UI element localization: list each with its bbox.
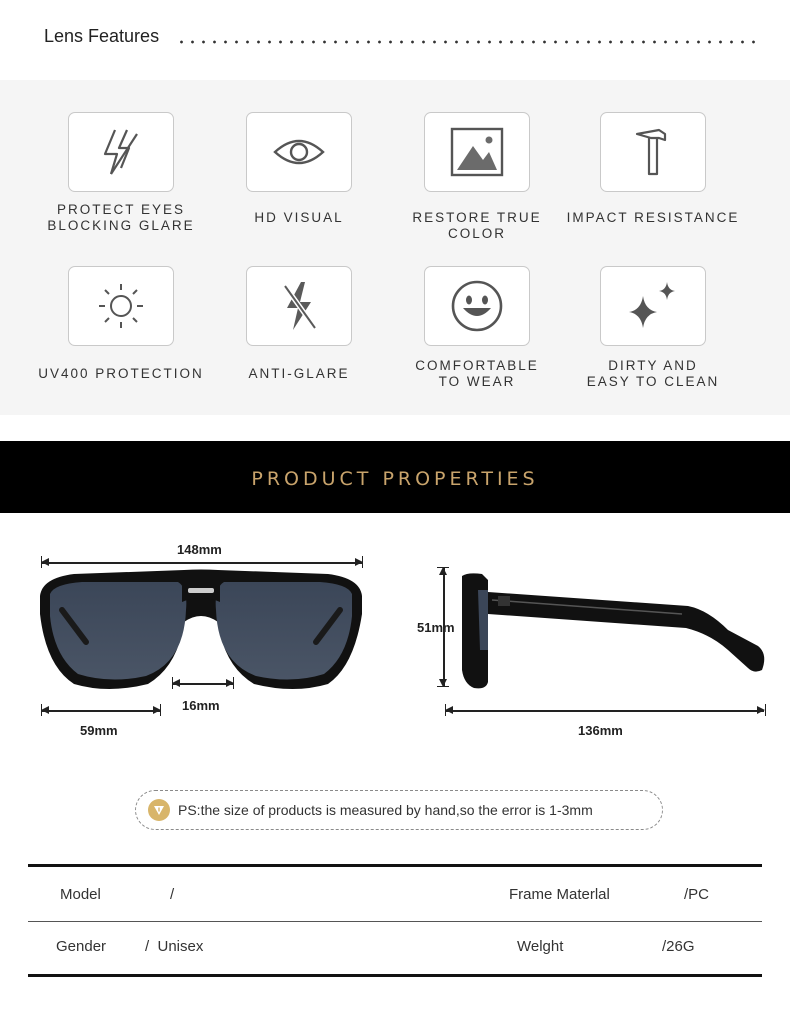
feature-impact-resistance	[563, 112, 743, 226]
feature-restore-color	[387, 112, 567, 242]
note-text: PS:the size of products is measured by hand,so the error is 1-3mm	[178, 802, 593, 818]
feature-label: HD VISUAL	[254, 210, 344, 225]
feature-uv400	[31, 266, 211, 382]
width-arrow	[42, 562, 362, 564]
lens-width-label: 59mm	[80, 723, 118, 738]
feature-comfortable	[387, 266, 567, 390]
feature-hd-visual	[209, 112, 389, 226]
dimension-tick	[437, 686, 449, 687]
section-title: PRODUCT PROPERTIES	[251, 468, 539, 490]
table-rule-top	[28, 864, 762, 867]
warning-icon	[148, 799, 170, 821]
table-rule-middle	[28, 921, 762, 922]
lens-height-label: 51mm	[417, 620, 455, 635]
lens-features-title: Lens Features	[44, 26, 160, 46]
gender-value: / Unisex	[145, 938, 204, 955]
smile-icon	[424, 266, 530, 346]
feature-label: PROTECT EYES BLOCKING GLARE	[47, 202, 195, 233]
dimension-tick	[437, 567, 449, 568]
frame-material-value: /PC	[684, 886, 710, 903]
no-glare-icon	[246, 266, 352, 346]
frame-material-label: Frame Materlal	[509, 886, 610, 903]
lens-width-arrow	[42, 710, 160, 712]
dimension-tick	[362, 556, 363, 568]
model-label: Model	[60, 886, 101, 903]
temple-arrow	[446, 710, 764, 712]
dimension-tick	[41, 556, 42, 568]
weight-value: /26G	[662, 938, 695, 955]
image-icon	[424, 112, 530, 192]
feature-label: COMFORTABLE TO WEAR	[415, 358, 539, 389]
feature-easy-clean	[563, 266, 743, 390]
feature-label: DIRTY AND EASY TO CLEAN	[586, 358, 720, 389]
dimension-tick	[160, 704, 161, 716]
feature-label: ANTI-GLARE	[248, 366, 350, 381]
bridge-label: 16mm	[182, 698, 220, 713]
hammer-icon	[600, 112, 706, 192]
glasses-front-view	[34, 566, 368, 694]
dimension-tick	[233, 677, 234, 689]
model-value: /	[170, 886, 175, 903]
sparkle-icon	[600, 266, 706, 346]
feature-label: UV400 PROTECTION	[38, 366, 204, 381]
sun-icon	[68, 266, 174, 346]
dimension-tick	[41, 704, 42, 716]
weight-label: Welght	[517, 938, 564, 955]
dimension-tick	[765, 704, 766, 716]
gender-label: Gender	[56, 938, 107, 955]
total-width-label: 148mm	[177, 542, 222, 557]
feature-protect-eyes	[31, 112, 211, 234]
dimension-tick	[172, 677, 173, 689]
glasses-side-view	[458, 570, 768, 694]
temple-length-label: 136mm	[578, 723, 623, 738]
measurement-note	[135, 790, 663, 830]
dotted-divider	[176, 40, 756, 44]
feature-label: IMPACT RESISTANCE	[566, 210, 740, 225]
lightning-icon	[68, 112, 174, 192]
dimension-tick	[445, 704, 446, 716]
eye-icon	[246, 112, 352, 192]
bridge-arrow	[173, 683, 233, 685]
table-rule-bottom	[28, 974, 762, 977]
feature-anti-glare	[209, 266, 389, 382]
feature-label: RESTORE TRUE COLOR	[412, 210, 542, 241]
